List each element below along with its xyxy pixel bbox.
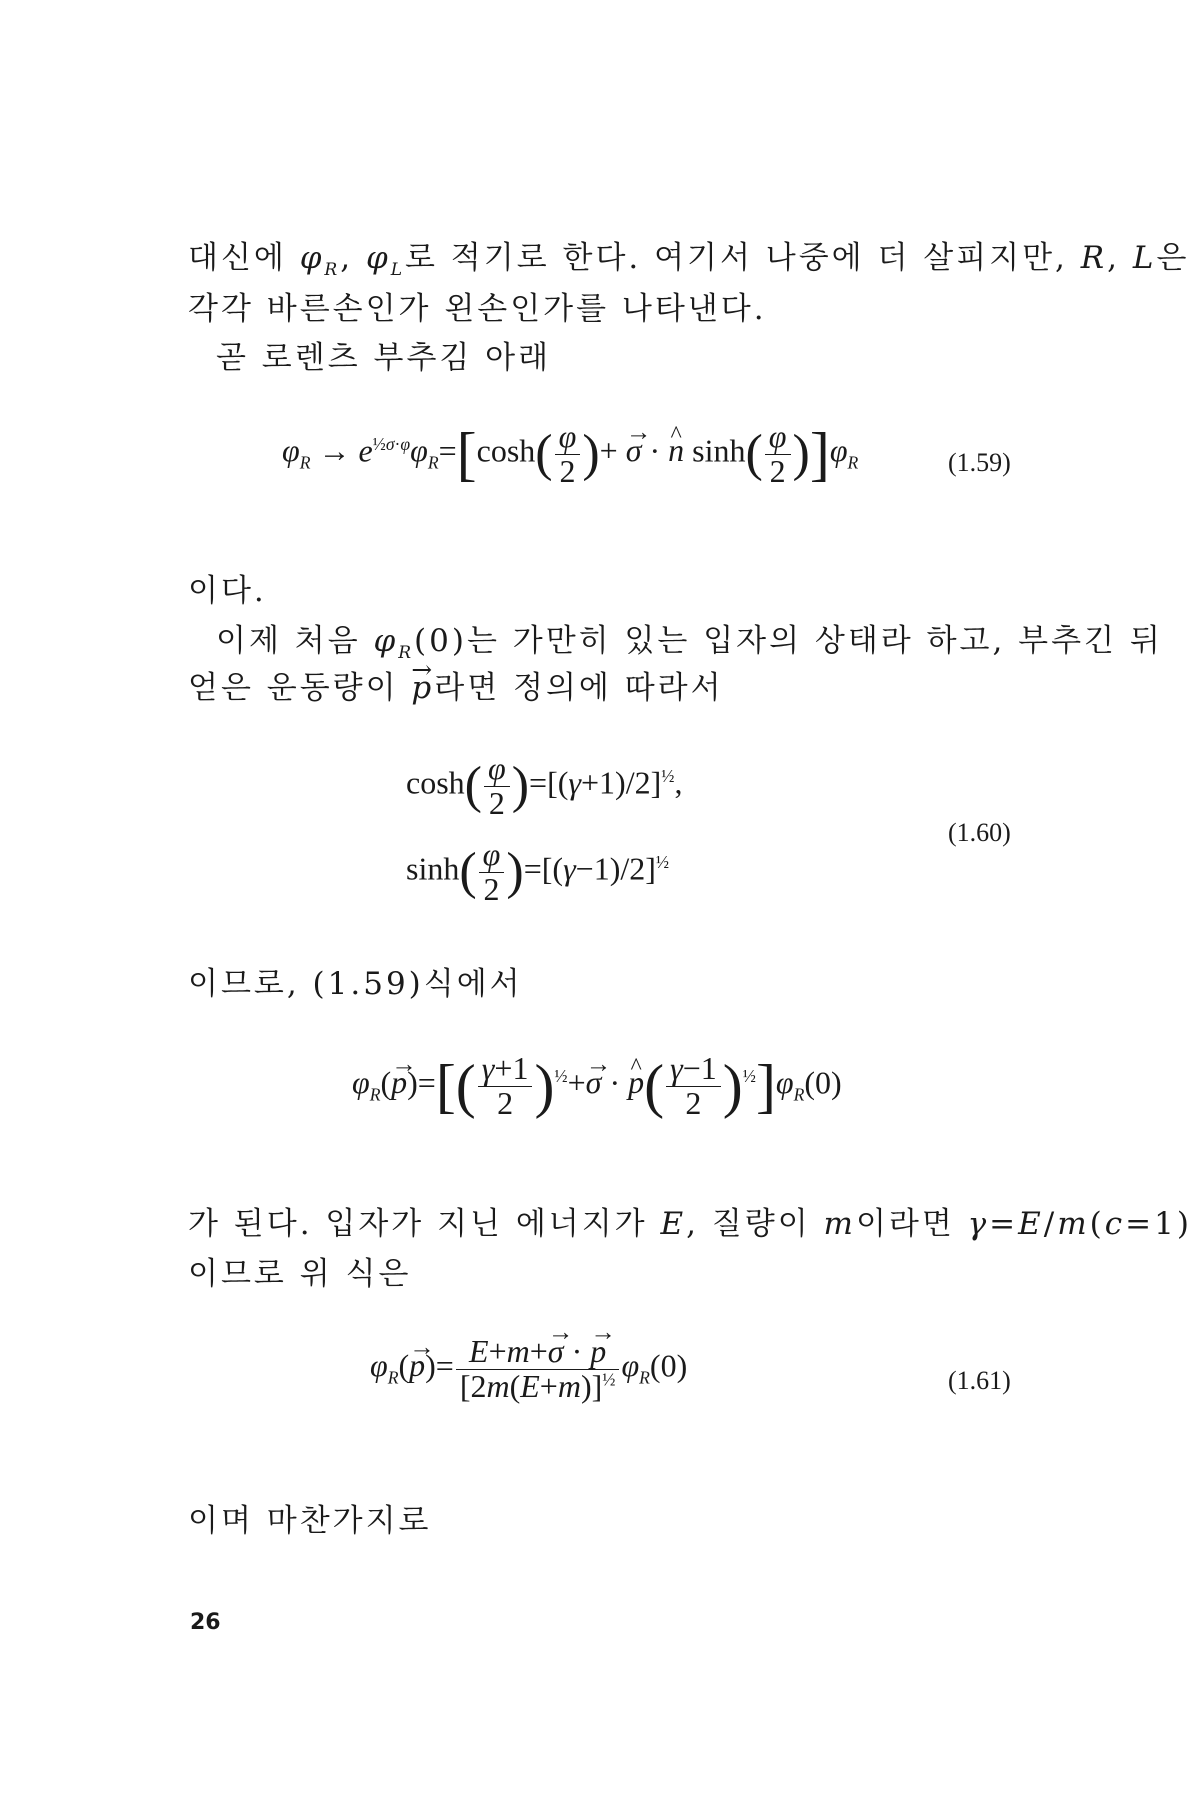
text-line: 얻은 운동량이 → p라면 정의에 따라서 [188,662,724,707]
equation-1-61: $\varphi_R(\to p)=$ $\frac{E+m+\to \sigma \cdot \to p}{[2m(E+m)]^{\frac{1}{2}}}$ $\varphi_R(0)$ [370,1335,687,1403]
text-line: 이므로 위 식은 [188,1256,412,1292]
equation-1-60-line1: cosh( $\frac{\varphi}{2}$ )$=[(\gamma+1)/2]^{\frac{1}{2}}$, [406,750,683,821]
text-line: 가 된다. 입자가 지닌 에너지가 E, 질량이 m이라면 γ=E/m(c=1) [188,1206,1192,1242]
text-line: 대신에 $\varphi_R$, $\varphi_L$로 적기로 한다. 여기서 나중에 더 살피지만, R, L은 [188,240,1190,281]
page-number: 26 [190,1610,221,1635]
equation-number: (1.59) [948,448,1011,477]
equation-number: (1.61) [948,1366,1011,1395]
equation-number: (1.60) [948,818,1011,847]
text-line: 이며 마찬가지로 [188,1503,432,1539]
equation-1-59: $\varphi_R \to e^{\frac{1}{2}\sigma\cdot\varphi}\varphi_R=[\cosh$( $\frac{\varphi}{2}$ )+ → σ · ^ n sinh( $\frac{\varphi}{2}$ )]$\varphi_R$ [282,420,858,488]
text-line: 이다. [188,573,267,609]
text-fragment: 대신에 [188,240,300,276]
text-line: 각각 바른손인가 왼손인가를 나타낸다. [188,291,767,327]
text-line: 이제 처음 $\varphi_R(0)$는 가만히 있는 입자의 상태라 하고, 부추긴 뒤 [216,623,1163,664]
text-line: 곧 로렌츠 부추김 아래 [216,340,552,376]
text-line: 이므로, (1.59)식에서 [188,966,523,1002]
equation-1-60-line2: sinh( $\frac{\varphi}{2}$ )$=[(\gamma-1)/2]^{\frac{1}{2}}$ [406,836,670,907]
equation-phi-p: $\varphi_R(\to p)=$[( $\frac{\gamma+1}{2}$ )$^{\frac{1}{2}}$+→ σ · ^ p( $\frac{\gamma-1}{2}$ )$^{\frac{1}{2}}]\varphi_R(0)$ [352,1052,842,1120]
